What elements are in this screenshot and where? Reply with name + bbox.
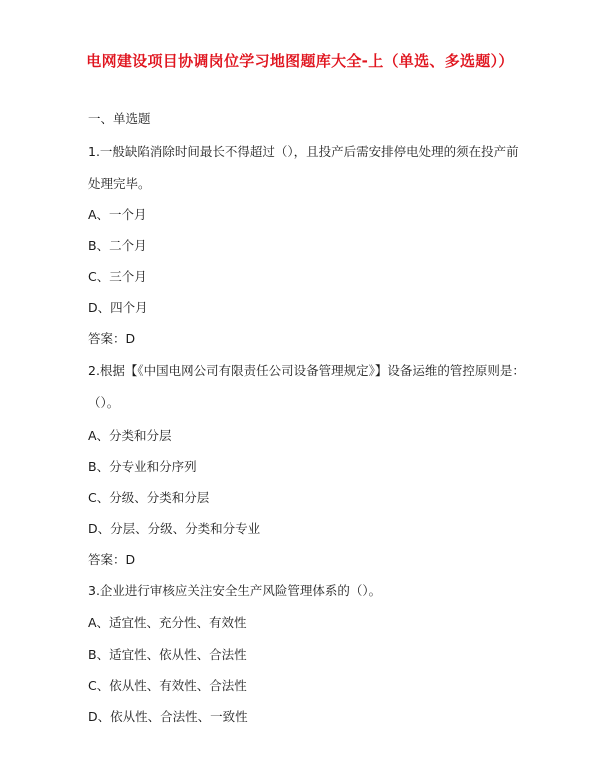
- question-3-stem-line-1: 3.企业进行审核应关注安全生产风险管理体系的（）。: [88, 583, 382, 598]
- question-2-option-b: B、分专业和分序列: [88, 459, 197, 474]
- question-2-option-a: A、分类和分层: [88, 428, 172, 443]
- question-1-option-d: D、四个月: [88, 300, 148, 315]
- question-3-option-c: C、依从性、有效性、合法性: [88, 678, 247, 693]
- question-2-option-c: C、分级、分类和分层: [88, 490, 210, 505]
- question-1-answer: 答案：D: [88, 331, 136, 346]
- question-1-stem-line-1: 1.一般缺陷消除时间最长不得超过（），且投产后需安排停电处理的须在投产前: [88, 144, 519, 159]
- question-2-stem-line-1: 2.根据【《中国电网公司有限责任公司设备管理规定》】设备运维的管控原则是：: [88, 363, 525, 378]
- question-3-option-a: A、适宜性、充分性、有效性: [88, 615, 247, 630]
- document-title: 电网建设项目协调岗位学习地图题库大全-上（单选、多选题））: [86, 52, 514, 70]
- question-1-option-b: B、二个月: [88, 238, 147, 253]
- question-3-option-b: B、适宜性、依从性、合法性: [88, 647, 247, 662]
- question-1-option-c: C、三个月: [88, 269, 147, 284]
- question-2-option-d: D、分层、分级、分类和分专业: [88, 521, 261, 536]
- section-heading: 一、单选题: [88, 111, 151, 126]
- question-1-stem-line-2: 处理完毕。: [88, 176, 151, 191]
- question-1-option-a: A、一个月: [88, 207, 147, 222]
- question-2-stem-line-2: （）。: [88, 395, 120, 410]
- question-3-option-d: D、依从性、合法性、一致性: [88, 709, 248, 724]
- question-2-answer: 答案：D: [88, 552, 136, 567]
